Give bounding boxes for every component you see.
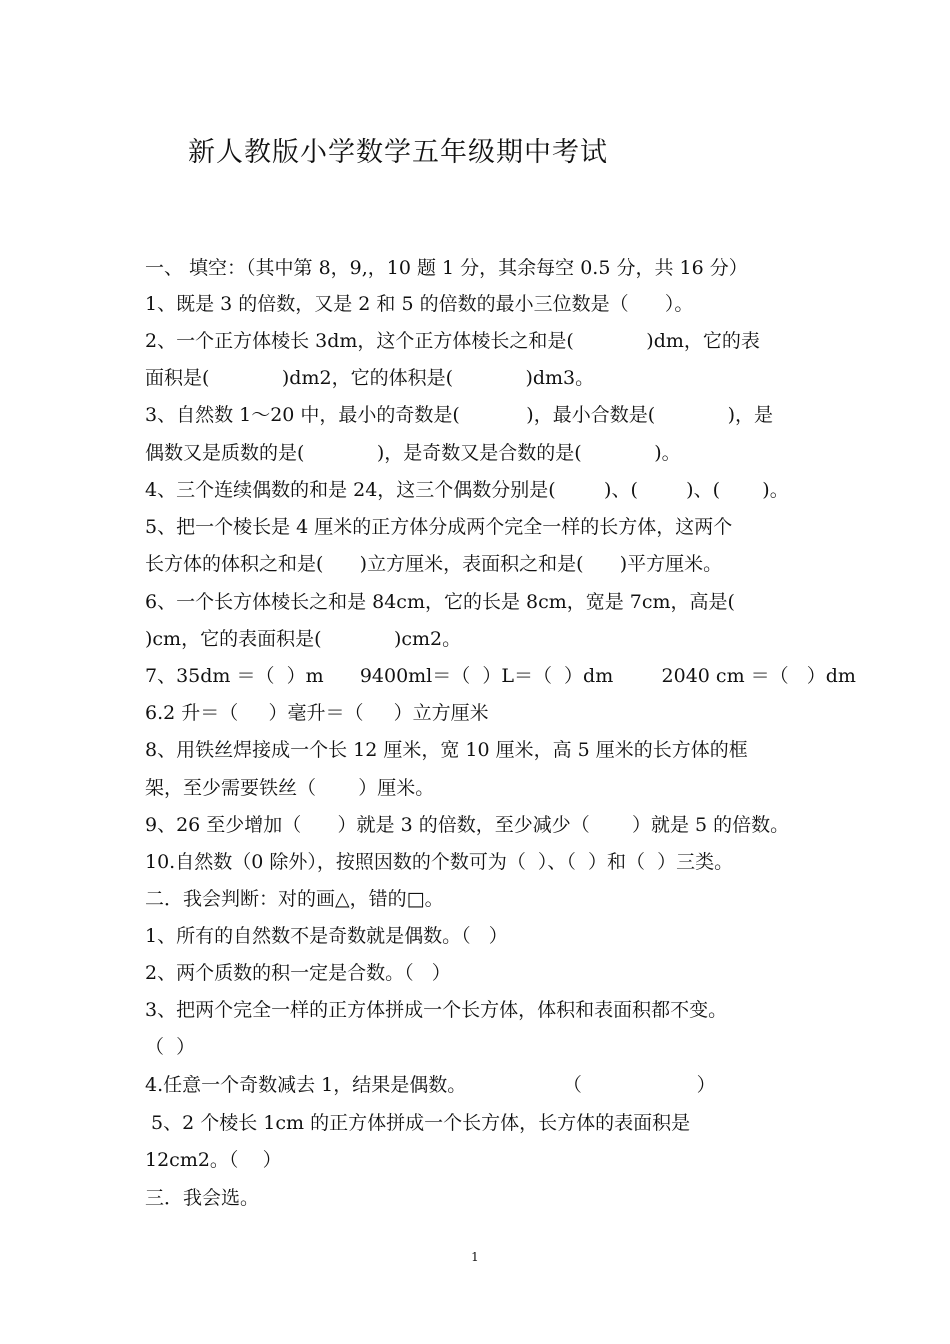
question-line: 3、把两个完全一样的正方体拼成一个长方体，体积和表面积都不变。 bbox=[145, 999, 728, 1021]
question-line: 6.2 升＝（ ）毫升＝（ ）立方厘米 bbox=[145, 702, 489, 724]
question-line: 2、两个质数的积一定是合数。（ ） bbox=[145, 962, 451, 984]
question-line: 3、自然数 1～20 中，最小的奇数是( )，最小合数是( )，是 bbox=[145, 404, 773, 426]
question-line: 5、把一个棱长是 4 厘米的正方体分成两个完全一样的长方体，这两个 bbox=[145, 516, 733, 538]
question-line: 1、所有的自然数不是奇数就是偶数。（ ） bbox=[145, 925, 508, 947]
question-line: 12cm2。（ ） bbox=[145, 1149, 282, 1171]
document-title: 新人教版小学数学五年级期中考试 bbox=[188, 137, 608, 168]
question-line: 7、35dm ＝（ ）m 9400ml＝（ ）L＝（ ）dm 2040 cm ＝（ ）dm bbox=[145, 665, 856, 687]
question-line: 面积是( )dm2，它的体积是( )dm3。 bbox=[145, 367, 595, 389]
page-number: 1 bbox=[471, 1250, 479, 1264]
question-line: 1、既是 3 的倍数，又是 2 和 5 的倍数的最小三位数是（ ）。 bbox=[145, 293, 694, 315]
question-line: 4.任意一个奇数减去 1，结果是偶数。 （ ） bbox=[145, 1074, 716, 1096]
question-line: )cm，它的表面积是( )cm2。 bbox=[145, 628, 462, 650]
question-line: 长方体的体积之和是( )立方厘米，表面积之和是( )平方厘米。 bbox=[145, 553, 723, 575]
question-line: 6、一个长方体棱长之和是 84cm，它的长是 8cm，宽是 7cm，高是( bbox=[145, 591, 735, 613]
section-1-heading: 一、 填空：（其中第 8，9,，10 题 1 分，其余每空 0.5 分，共 16 分） bbox=[145, 257, 748, 279]
section-2-heading: 二．我会判断：对的画△，错的□。 bbox=[145, 888, 444, 910]
question-line: 2、一个正方体棱长 3dm，这个正方体棱长之和是( )dm，它的表 bbox=[145, 330, 760, 352]
question-line: 4、三个连续偶数的和是 24，这三个偶数分别是( )、( )、( )。 bbox=[145, 479, 789, 501]
question-line: 10.自然数（0 除外），按照因数的个数可为（ ）、（ ）和（ ）三类。 bbox=[145, 851, 734, 873]
question-line: 9、26 至少增加（ ）就是 3 的倍数，至少减少（ ）就是 5 的倍数。 bbox=[145, 814, 790, 836]
question-line: 5、2 个棱长 1cm 的正方体拼成一个长方体，长方体的表面积是 bbox=[145, 1112, 691, 1134]
question-line: 偶数又是质数的是( )，是奇数又是合数的是( )。 bbox=[145, 442, 681, 464]
question-line: （ ） bbox=[145, 1036, 196, 1058]
question-line: 架，至少需要铁丝（ ）厘米。 bbox=[145, 777, 435, 799]
section-3-heading: 三．我会选。 bbox=[145, 1187, 260, 1209]
question-line: 8、用铁丝焊接成一个长 12 厘米，宽 10 厘米，高 5 厘米的长方体的框 bbox=[145, 739, 748, 761]
